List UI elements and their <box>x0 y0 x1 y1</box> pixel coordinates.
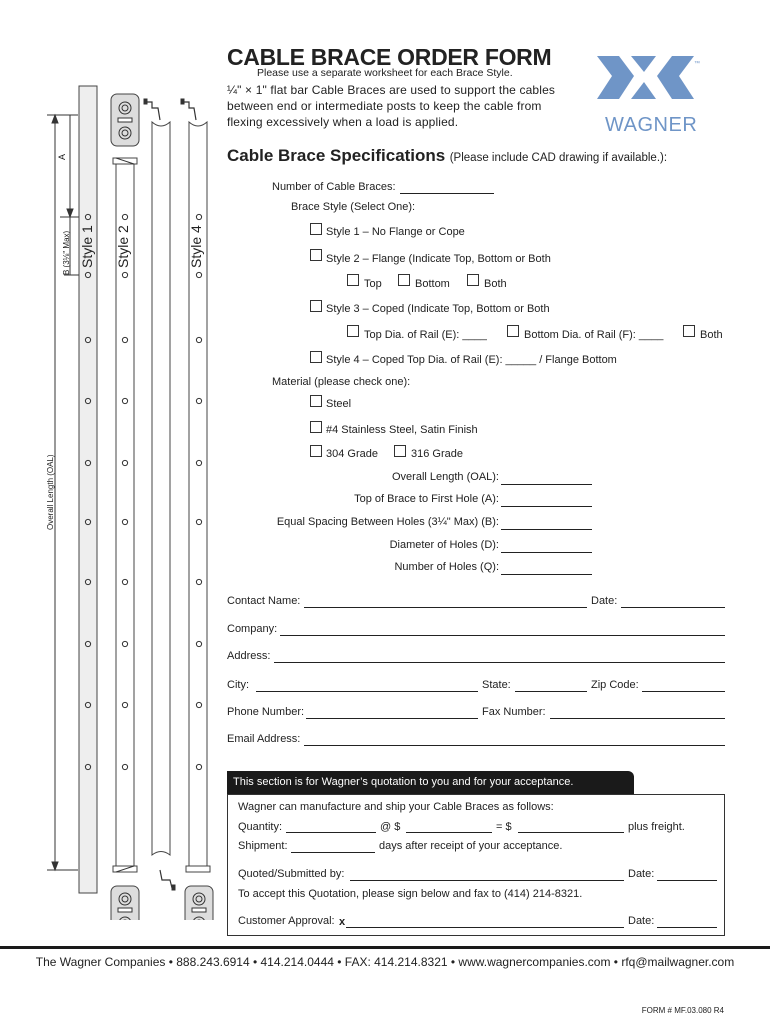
unit-price-field[interactable] <box>406 832 492 833</box>
style2-bottom-label: Bottom <box>415 278 450 290</box>
wagner-logo-icon <box>594 54 704 104</box>
intro-text: ¼" × 1" flat bar Cable Braces are used to support the cables between end or intermediate posts to keep the cable from flexing excessively when a load is applied. <box>227 83 556 129</box>
approval-x: x <box>339 916 346 928</box>
email-label: Email Address: <box>227 733 301 745</box>
grade316-checkbox[interactable] <box>394 445 406 457</box>
approval-signature-field[interactable] <box>346 927 624 928</box>
specs-heading-title: Cable Brace Specifications <box>227 146 446 165</box>
freight-label: plus freight. <box>628 821 685 833</box>
style3-both-label: Both <box>700 329 723 341</box>
grade316-label: 316 Grade <box>411 448 463 460</box>
style2-label: Style 2 <box>115 225 131 268</box>
shipment-days: days after receipt of your acceptance. <box>379 840 563 852</box>
num-braces-label: Number of Cable Braces: <box>272 181 396 193</box>
spacing-label: Equal Spacing Between Holes (3¼" Max) (B): <box>276 516 499 528</box>
specs-heading <box>227 146 667 166</box>
style2-both-label: Both <box>484 278 507 290</box>
steel-label: Steel <box>326 398 352 410</box>
email-field[interactable] <box>304 745 725 746</box>
style2-both-checkbox[interactable] <box>467 274 479 286</box>
style2-bottom-checkbox[interactable] <box>398 274 410 286</box>
approval-label: Customer Approval: <box>238 915 335 927</box>
quantity-label: Quantity: <box>238 821 283 833</box>
quoted-by-field[interactable] <box>350 880 624 881</box>
city-label: City: <box>227 679 249 691</box>
state-label: State: <box>482 679 511 691</box>
zip-field[interactable] <box>642 691 725 692</box>
total-eq-label: = $ <box>496 821 512 833</box>
style2-checkbox[interactable] <box>310 249 322 261</box>
city-field[interactable] <box>256 691 478 692</box>
fax-label: Fax Number: <box>482 706 546 718</box>
bottom-dia-label: Bottom Dia. of Rail (F): ____ <box>524 329 664 341</box>
brace-style-label: Brace Style (Select One): <box>291 201 416 213</box>
style2-top-checkbox[interactable] <box>347 274 359 286</box>
state-field[interactable] <box>515 691 587 692</box>
top-dia-label: Top Dia. of Rail (E): ____ <box>364 329 487 341</box>
oal-label: Overall Length (OAL): <box>392 471 499 483</box>
material-label: Material (please check one): <box>272 376 411 388</box>
subtitle: Please use a separate worksheet for each Brace Style. <box>257 67 513 79</box>
accept-instructions: To accept this Quotation, please sign below and fax to (414) 214-8321. <box>238 888 583 900</box>
num-braces-field[interactable] <box>400 193 494 194</box>
dim-oal-label: Overall Length (OAL) <box>46 454 55 530</box>
total-field[interactable] <box>518 832 624 833</box>
stainless-checkbox[interactable] <box>310 421 322 433</box>
style3-top-checkbox[interactable] <box>347 325 359 337</box>
company-field[interactable] <box>280 635 725 636</box>
address-label: Address: <box>227 650 271 662</box>
top-hole-field[interactable] <box>501 506 592 507</box>
phone-field[interactable] <box>306 718 478 719</box>
style1-label: Style 1 <box>79 225 95 268</box>
grade304-label: 304 Grade <box>326 448 378 460</box>
page-title: CABLE BRACE ORDER FORM <box>227 44 552 70</box>
steel-checkbox[interactable] <box>310 395 322 407</box>
style3-bottom-checkbox[interactable] <box>507 325 519 337</box>
footer-contact: The Wagner Companies • 888.243.6914 • 414.214.0444 • FAX: 414.214.8321 • www.wagnercompanies.com • rfq@mailwagner.com <box>35 955 735 969</box>
shipment-field[interactable] <box>291 852 375 853</box>
contact-name-field[interactable] <box>304 607 587 608</box>
price-at-label: @ $ <box>380 821 401 833</box>
phone-label: Phone Number: <box>227 706 305 718</box>
style2-top-label: Top <box>364 278 382 290</box>
approval-date-label: Date: <box>628 915 655 927</box>
dim-a-label: A <box>57 153 67 160</box>
style4-checkbox[interactable] <box>310 351 322 363</box>
shipment-label: Shipment: <box>238 840 288 852</box>
quote-date-label: Date: <box>628 868 655 880</box>
footer-rule <box>0 946 770 949</box>
contact-date-label: Date: <box>591 595 618 607</box>
style3-checkbox[interactable] <box>310 300 322 312</box>
fax-field[interactable] <box>550 718 725 719</box>
stainless-label: #4 Stainless Steel, Satin Finish <box>326 424 478 436</box>
dim-b-label: B (3⅛" Max) <box>62 230 71 275</box>
quote-date-field[interactable] <box>657 880 717 881</box>
spacing-field[interactable] <box>501 529 592 530</box>
contact-date-field[interactable] <box>621 607 725 608</box>
approval-date-field[interactable] <box>657 927 717 928</box>
company-label: Company: <box>227 623 278 635</box>
style4-label: Style 4 <box>188 225 204 268</box>
quoted-by-label: Quoted/Submitted by: <box>238 868 345 880</box>
zip-label: Zip Code: <box>591 679 639 691</box>
quote-header: This section is for Wagner’s quotation to you and for your acceptance. <box>227 771 634 794</box>
num-holes-label: Number of Holes (Q): <box>394 561 499 573</box>
quote-intro: Wagner can manufacture and ship your Cable Braces as follows: <box>238 801 554 813</box>
cable-brace-drawing <box>0 80 225 920</box>
num-holes-field[interactable] <box>501 574 592 575</box>
style1-option: Style 1 – No Flange or Cope <box>326 226 465 238</box>
style1-checkbox[interactable] <box>310 223 322 235</box>
top-hole-label: Top of Brace to First Hole (A): <box>354 493 499 505</box>
form-number: FORM # MF.03.080 R4 <box>641 1006 724 1015</box>
style4-option: Style 4 – Coped Top Dia. of Rail (E): _____ / Flange Bottom <box>326 354 617 366</box>
style3-option: Style 3 – Coped (Indicate Top, Bottom or Both <box>326 303 550 315</box>
address-field[interactable] <box>274 662 725 663</box>
diameter-field[interactable] <box>501 552 592 553</box>
contact-name-label: Contact Name: <box>227 595 301 607</box>
specs-heading-note: (Please include CAD drawing if available.): <box>449 152 668 164</box>
diameter-label: Diameter of Holes (D): <box>389 539 499 551</box>
grade304-checkbox[interactable] <box>310 445 322 457</box>
style3-both-checkbox[interactable] <box>683 325 695 337</box>
quantity-field[interactable] <box>286 832 376 833</box>
style2-option: Style 2 – Flange (Indicate Top, Bottom or Both <box>326 253 551 265</box>
oal-field[interactable] <box>501 484 592 485</box>
logo-wordmark: WAGNER <box>605 114 698 136</box>
logo-tm: ™ <box>694 61 700 67</box>
